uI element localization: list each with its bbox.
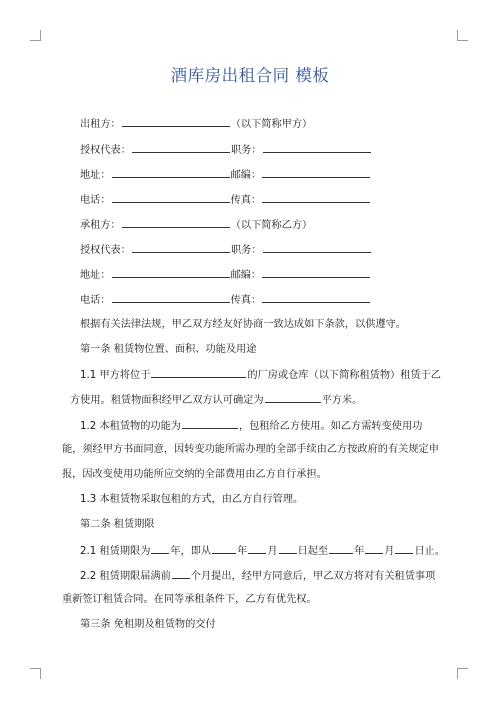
art1-function-blank [182, 418, 238, 429]
article-1-2-line-1 [80, 418, 440, 434]
crop-mark-bottom-right [457, 668, 468, 679]
crop-mark-top-right [457, 30, 468, 41]
article-1-heading: 第一条 租赁物位置、面积、功能及用途 [80, 344, 257, 355]
lessee-tel-label: 电话： [80, 295, 111, 306]
lessee-label: 承租方： [80, 220, 121, 231]
lessor-rep-line [80, 142, 440, 158]
lessee-fax-label: 传真： [230, 295, 262, 306]
lessee-line [80, 217, 440, 233]
lessor-addr-line [80, 167, 440, 183]
art2-start-month-blank [248, 543, 266, 554]
art1-p2-b: ，包租给乙方使用。如乙方需转变使用功 [238, 421, 423, 432]
art2-p2-b: 个月提出，经甲方同意后，甲乙双方将对有关租赁事项 [190, 571, 436, 582]
art2-p1-h: 日止。 [414, 546, 446, 557]
lessor-rep-blank [132, 142, 230, 153]
crop-mark-bottom-left [30, 668, 41, 679]
article-3-heading: 第三条 免租期及租赁物的交付 [80, 619, 216, 630]
art1-p1-c: 方使用。租赁物面积经甲乙双方认可确定为 [70, 395, 264, 406]
art2-years-blank [151, 543, 169, 554]
lessee-tel-blank [112, 292, 230, 303]
document-title: 酒库房出租合同 模板 [170, 66, 330, 85]
article-2-2-line-1 [80, 568, 440, 584]
lessor-tel-label: 电话： [80, 195, 111, 206]
lessee-suffix: （以下简称乙方） [230, 220, 313, 231]
art2-p2-a: 2.2 租赁期限届满前 [80, 571, 171, 582]
article-1-2-line-3: 报，因改变使用功能所应交纳的全部费用由乙方自行承担。 [62, 469, 327, 480]
lessor-blank [122, 116, 230, 127]
lessor-addr-label: 地址： [80, 170, 111, 181]
art2-p1-b: 年，即从 [170, 546, 212, 557]
lessee-rep-line [80, 242, 440, 258]
lessor-fax-label: 传真： [230, 195, 262, 206]
article-1-2-line-2: 能，须经甲方书面同意，因转变功能所需办理的全部手续由乙方按政府的有关规定申 [62, 444, 439, 455]
lessor-rep-label: 授权代表： [80, 145, 131, 156]
art2-start-day-blank [279, 543, 297, 554]
lessor-fax-blank [262, 192, 370, 203]
lessor-tel-line [80, 192, 440, 208]
lessor-tel-blank [112, 192, 230, 203]
intro-paragraph: 根据有关法律法规，甲乙双方经友好协商一致达成如下条款，以供遵守。 [80, 319, 406, 330]
lessee-duty-label: 职务： [230, 245, 262, 256]
article-2-1-line [80, 543, 446, 559]
art2-end-day-blank [395, 543, 413, 554]
art1-p2-a: 1.2 本租赁物的功能为 [80, 421, 181, 432]
lessor-duty-blank [263, 142, 371, 153]
lessor-label: 出租方： [80, 119, 121, 130]
lessor-addr-blank [112, 167, 230, 178]
art1-p1-d: 平方米。 [321, 395, 363, 406]
lessee-duty-blank [263, 242, 371, 253]
art2-p1-c: 年 [237, 546, 248, 557]
art2-p1-f: 年 [354, 546, 365, 557]
lessee-zip-label: 邮编： [230, 270, 262, 281]
lessee-rep-label: 授权代表： [80, 245, 131, 256]
lessor-zip-blank [262, 167, 370, 178]
lessee-rep-blank [132, 242, 230, 253]
lessee-tel-line [80, 292, 440, 308]
lessee-blank [122, 217, 230, 228]
lessee-addr-blank [112, 267, 230, 278]
lessor-zip-label: 邮编： [230, 170, 262, 181]
lessor-line [80, 116, 440, 132]
lessee-zip-blank [262, 267, 370, 278]
lessor-suffix: （以下简称甲方） [230, 119, 313, 130]
art2-p1-e: 日起至 [297, 546, 329, 557]
lessor-duty-label: 职务： [230, 145, 262, 156]
article-1-3-line: 1.3 本租赁物采取包租的方式，由乙方自行管理。 [80, 494, 304, 505]
lessee-addr-label: 地址： [80, 270, 111, 281]
art2-end-month-blank [365, 543, 383, 554]
art1-area-blank [265, 392, 321, 403]
lessee-addr-line [80, 267, 440, 283]
article-2-heading: 第二条 租赁期限 [80, 519, 155, 530]
art2-p1-a: 2.1 租赁期限为 [80, 546, 151, 557]
art2-p1-g: 月 [384, 546, 395, 557]
art1-p1-b: 的厂房或仓库（以下简称租赁物）租赁于乙 [247, 370, 441, 381]
art2-end-year-blank [329, 543, 353, 554]
lessee-fax-blank [262, 292, 370, 303]
art1-location-blank [151, 367, 246, 378]
crop-mark-top-left [30, 30, 41, 41]
art2-p1-d: 月 [267, 546, 278, 557]
art1-p1-a: 1.1 甲方将位于 [80, 370, 151, 381]
article-2-2-line-2: 重新签订租赁合同。在同等承租条件下，乙方有优先权。 [62, 594, 317, 605]
art2-months-blank [172, 568, 190, 579]
article-1-1-line-2 [70, 392, 430, 408]
article-1-1-line-1 [80, 367, 440, 383]
art2-start-year-blank [212, 543, 236, 554]
